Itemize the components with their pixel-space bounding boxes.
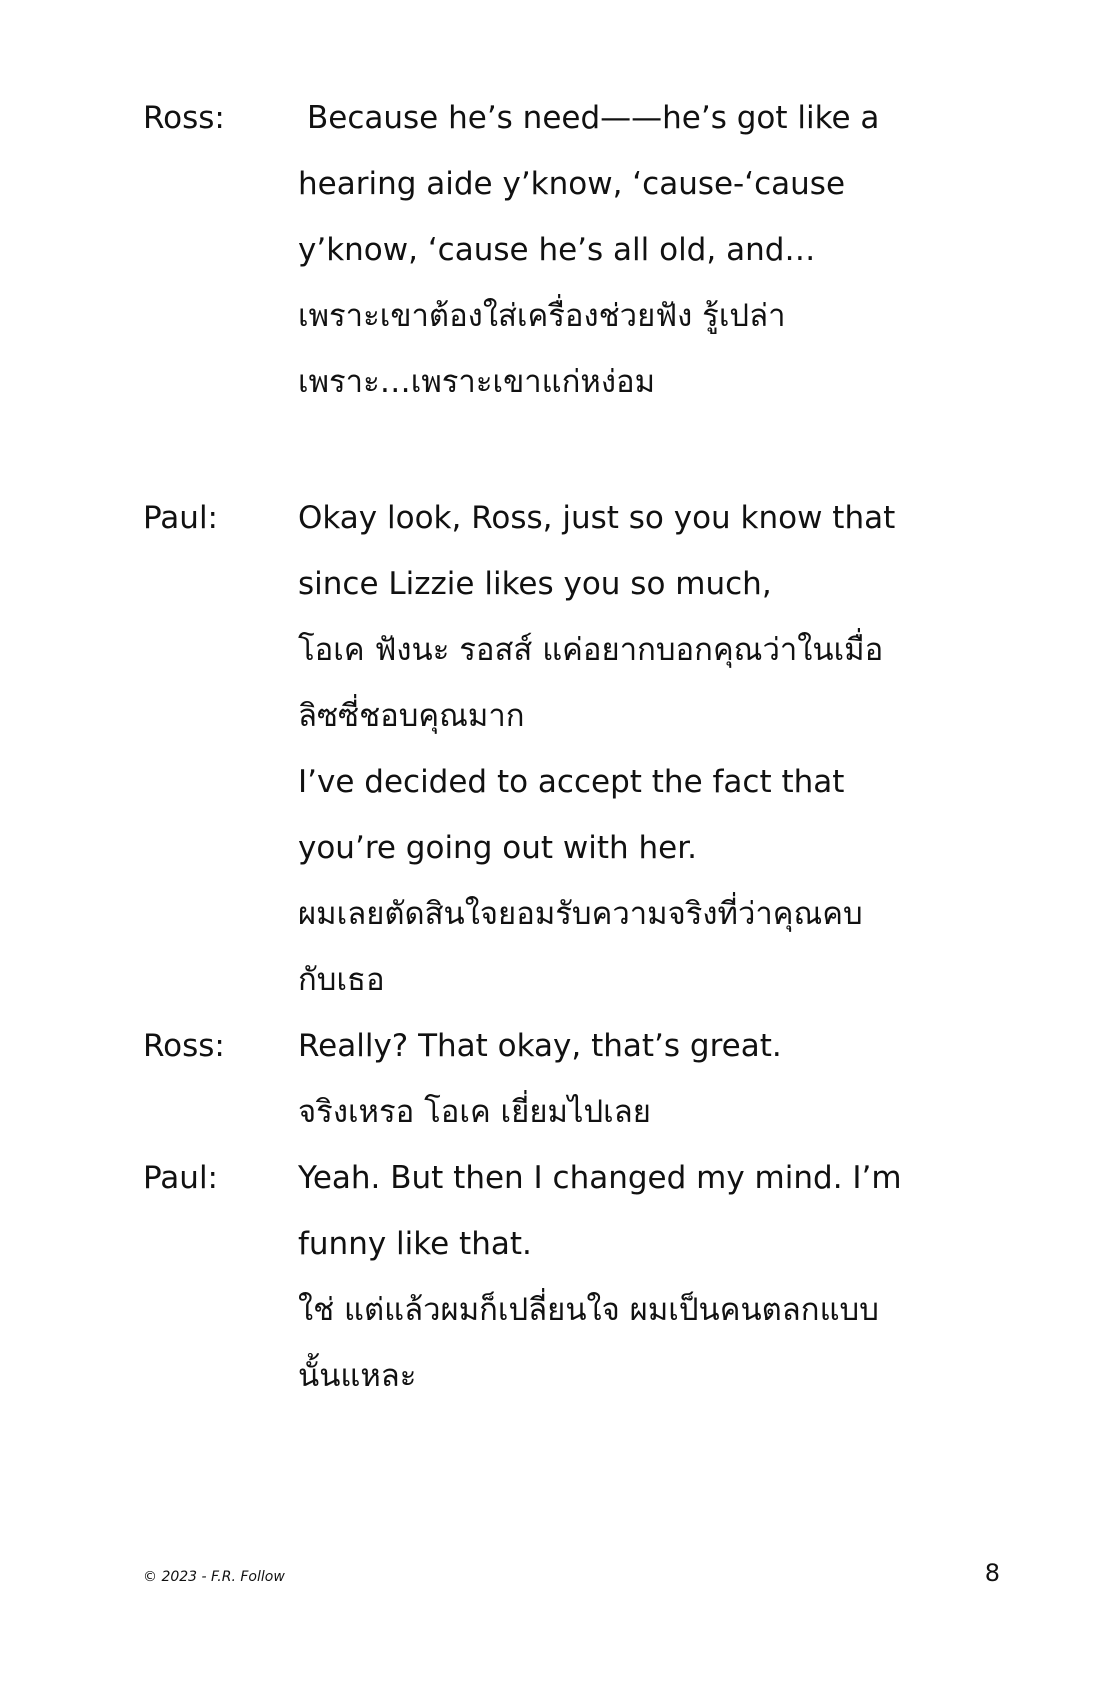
dialogue-line: you’re going out with her. bbox=[298, 830, 697, 866]
dialogue-entry bbox=[143, 1013, 1003, 1145]
copyright-notice: © 2023 - F.R. Follow bbox=[143, 1569, 285, 1585]
dialogue-line-thai: กับเธอ bbox=[298, 962, 385, 998]
dialogue-lines bbox=[298, 1145, 1003, 1409]
dialogue-line-thai: ใช่ แต่แล้วผมก็เปลี่ยนใจ ผมเป็นคนตลกแบบ bbox=[298, 1292, 879, 1328]
dialogue-line: y’know, ‘cause he’s all old, and… bbox=[298, 232, 816, 268]
dialogue-block-1 bbox=[143, 85, 1003, 415]
dialogue-line: funny like that. bbox=[298, 1226, 532, 1262]
dialogue-lines bbox=[298, 1013, 1003, 1145]
dialogue-entry bbox=[143, 485, 1003, 1013]
dialogue-line: since Lizzie likes you so much, bbox=[298, 566, 772, 602]
dialogue-line-thai: เพราะเขาต้องใส่เครื่องช่วยฟัง รู้เปล่า bbox=[298, 298, 786, 334]
dialogue-line-thai: ผมเลยตัดสินใจยอมรับความจริงที่ว่าคุณคบ bbox=[298, 896, 863, 932]
dialogue-line-thai: โอเค ฟังนะ รอสส์ แค่อยากบอกคุณว่าในเมื่อ bbox=[298, 632, 884, 668]
dialogue-entry bbox=[143, 85, 1003, 415]
page-number: 8 bbox=[984, 1559, 1000, 1587]
dialogue-block-2 bbox=[143, 485, 1003, 1409]
dialogue-lines bbox=[298, 85, 1003, 415]
dialogue-entry bbox=[143, 1145, 1003, 1409]
dialogue-line-thai: เพราะ…เพราะเขาแก่หง่อม bbox=[298, 364, 656, 400]
speaker-name: Paul: bbox=[143, 500, 219, 536]
dialogue-line: Really? That okay, that’s great. bbox=[298, 1028, 782, 1064]
speaker-name: Ross: bbox=[143, 100, 225, 136]
dialogue-line: hearing aide y’know, ‘cause-‘cause bbox=[298, 166, 846, 202]
speaker-name: Paul: bbox=[143, 1160, 219, 1196]
dialogue-lines bbox=[298, 485, 1003, 1013]
dialogue-line-thai: ลิซซี่ชอบคุณมาก bbox=[298, 698, 525, 734]
dialogue-line: Yeah. But then I changed my mind. I’m bbox=[298, 1160, 902, 1196]
dialogue-line: Okay look, Ross, just so you know that bbox=[298, 500, 896, 536]
dialogue-line: Because he’s need——he’s got like a bbox=[307, 100, 880, 136]
dialogue-line: I’ve decided to accept the fact that bbox=[298, 764, 845, 800]
dialogue-line-thai: นั้นแหละ bbox=[298, 1358, 417, 1394]
dialogue-line-thai: จริงเหรอ โอเค เยี่ยมไปเลย bbox=[298, 1094, 651, 1130]
speaker-name: Ross: bbox=[143, 1028, 225, 1064]
